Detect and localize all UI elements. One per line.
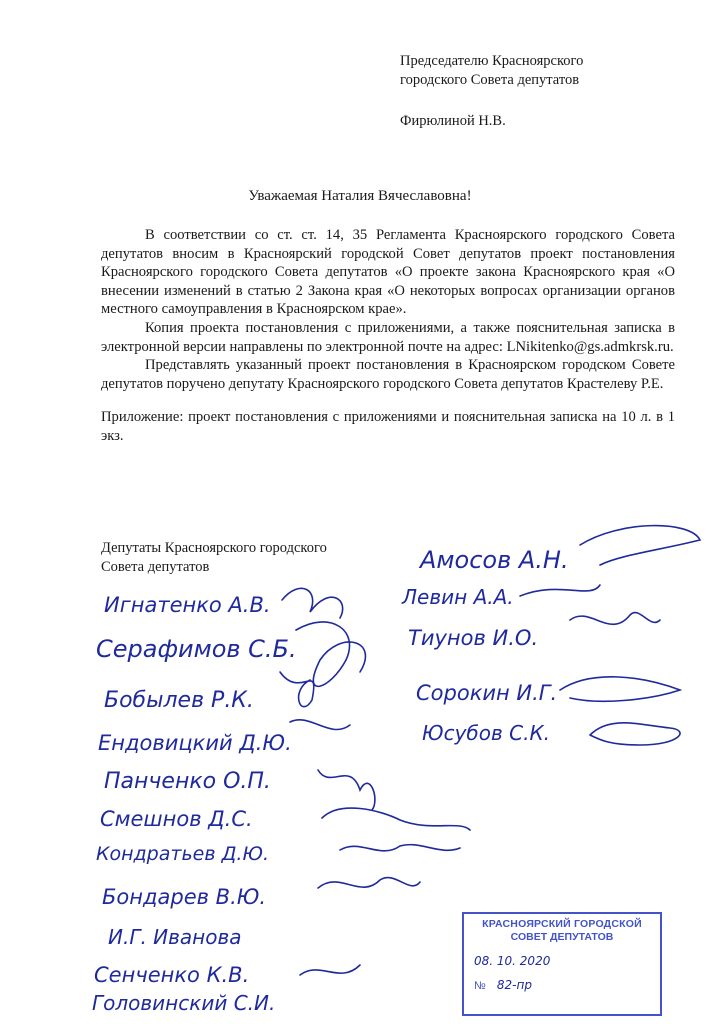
flourish-4 bbox=[290, 720, 350, 730]
signature-right-3: Тиунов И.О. bbox=[408, 626, 539, 650]
paragraph-1: В соответствии со ст. ст. 14, 35 Регламента Красноярского городского Совета депутатов вносим в Красноярский городской Совет депутатов проект постановления Красноярского городского Совета депутатов «О проекте закона Красноярского края «О внесении изменений в статью 2 Закона края «О некоторых вопросах организации органов местного самоуправления в Красноярском крае». bbox=[101, 227, 675, 318]
flourish-9 bbox=[300, 965, 360, 975]
flourish-8 bbox=[318, 878, 420, 888]
addressee-name: Фирюлиной Н.В. bbox=[400, 113, 506, 129]
flourish-1 bbox=[282, 588, 343, 618]
flourish-10 bbox=[580, 526, 700, 565]
signature-right-1: Амосов А.Н. bbox=[420, 546, 569, 574]
stamp-date-row bbox=[474, 954, 550, 968]
attachment-note: Приложение: проект постановления с приложениями и пояснительная записка на 10 л. в 1 экз. bbox=[101, 409, 675, 444]
flourish-11 bbox=[520, 585, 600, 596]
signature-right-4: Сорокин И.Г. bbox=[416, 681, 558, 705]
flourish-5 bbox=[318, 770, 375, 810]
stamp-org-line-2: СОВЕТ ДЕПУТАТОВ bbox=[510, 931, 614, 943]
signature-left-1: Игнатенко А.В. bbox=[104, 593, 271, 617]
signature-left-8: Бондарев В.Ю. bbox=[102, 885, 267, 909]
flourish-3 bbox=[280, 672, 314, 707]
stamp-number: 82-пр bbox=[496, 978, 532, 992]
stamp-date: 08. 10. 2020 bbox=[474, 954, 551, 968]
signature-right-2: Левин А.А. bbox=[402, 585, 514, 609]
addressee-line-1: Председателю Красноярского bbox=[400, 53, 584, 69]
signers-label-line-2: Совета депутатов bbox=[101, 558, 210, 575]
signature-left-3: Бобылев Р.К. bbox=[104, 688, 254, 713]
flourish-6 bbox=[322, 808, 470, 830]
flourish-14 bbox=[590, 723, 680, 745]
addressee-line-2: городского Совета депутатов bbox=[400, 72, 580, 88]
paragraph-3: Представлять указанный проект постановления в Красноярском городском Совете депутатов поручено депутату Красноярского городского Совета депутатов Крастелеву Р.Е. bbox=[101, 357, 675, 392]
signature-left-11: Головинский С.И. bbox=[92, 991, 276, 1015]
flourish-7 bbox=[340, 845, 460, 851]
stamp-number-row bbox=[474, 978, 532, 992]
signature-left-10: Сенченко К.В. bbox=[94, 963, 250, 987]
stamp-number-prefix: № bbox=[474, 980, 486, 992]
stamp-org-line-1: КРАСНОЯРСКИЙ ГОРОДСКОЙ bbox=[482, 918, 642, 930]
signers-label-line-1: Депутаты Красноярского городского bbox=[101, 540, 327, 556]
flourish-2 bbox=[296, 622, 365, 686]
salutation: Уважаемая Наталия Вячеславовна! bbox=[248, 188, 472, 204]
paragraph-2: Копия проекта постановления с приложениями, а также пояснительная записка в электронной версии направлены по электронной почте на адрес: LNikitenko@gs.admkrsk.ru. bbox=[101, 319, 675, 355]
signature-right-5: Юсубов С.К. bbox=[422, 721, 551, 745]
signature-left-7: Кондратьев Д.Ю. bbox=[96, 843, 270, 865]
registration-stamp bbox=[462, 912, 662, 1016]
signature-left-2: Серафимов С.Б. bbox=[96, 635, 297, 663]
signature-left-4: Ендовицкий Д.Ю. bbox=[98, 731, 292, 755]
signature-left-5: Панченко О.П. bbox=[104, 769, 271, 794]
signature-left-9: И.Г. Иванова bbox=[108, 925, 242, 949]
signature-left-6: Смешнов Д.С. bbox=[100, 807, 253, 831]
flourish-12 bbox=[570, 613, 660, 625]
flourish-13 bbox=[560, 677, 680, 701]
